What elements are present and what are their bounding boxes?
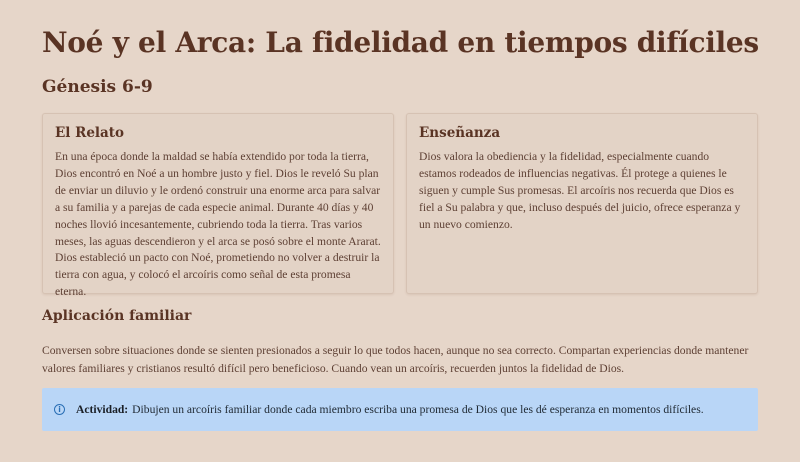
actividad-text: Dibujen un arcoíris familiar donde cada miembro escriba una promesa de Dios que les dé esperanza en momentos difíciles.	[132, 403, 704, 416]
relato-heading: El Relato	[55, 125, 125, 141]
aplicacion-text: Conversen sobre situaciones donde se sienten presionados a seguir lo que todos hacen, aunque no sea correcto. Compartan experiencias donde mantener valores familiares y cristianos resultó difícil pero beneficioso. Cuando vean un arcoíris, recuerden juntos la fidelidad de Dios.	[42, 344, 749, 375]
ensenanza-heading: Enseñanza	[419, 125, 501, 141]
relato-text: En una época donde la maldad se había extendido por toda la tierra, Dios encontró en Noé a un hombre justo y fiel. Dios le reveló Su plan de enviar un diluvio y le ordenó construir una enorme arca para salvar a su familia y a parejas de cada especie animal. Durante 40 días y 40 noches llovió incesantemente, cubriendo toda la tierra. Tras varios meses, las aguas descendieron y el arca se posó sobre el monte Ararat. Dios estableció un pacto con Noé, prometiendo no volver a destruir la tierra con agua, y colocó el arcoíris como señal de esta promesa eterna.	[55, 150, 381, 299]
actividad-callout	[42, 388, 758, 431]
page-title: Noé y el Arca: La fidelidad en tiempos difíciles	[42, 26, 759, 59]
relato-card	[42, 113, 394, 299]
aplicacion-heading: Aplicación familiar	[42, 308, 192, 324]
ensenanza-card	[406, 113, 758, 294]
page-subtitle: Génesis 6-9	[42, 77, 153, 97]
info-icon: i	[54, 404, 65, 415]
ensenanza-text: Dios valora la obediencia y la fidelidad, especialmente cuando estamos rodeados de influencias negativas. Él protege a quienes le siguen y cumple Sus promesas. El arcoíris nos recuerda que Dios es fiel a Su palabra y que, incluso después del juicio, ofrece esperanza y un nuevo comienzo.	[419, 150, 741, 231]
actividad-label: Actividad:	[76, 403, 129, 416]
